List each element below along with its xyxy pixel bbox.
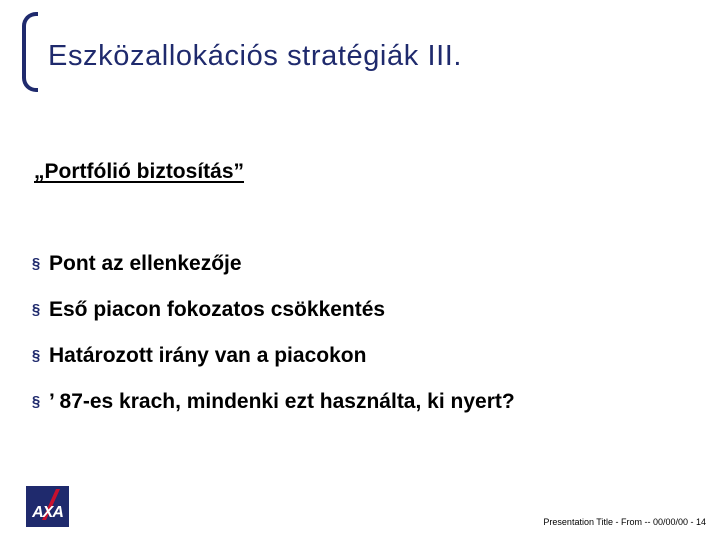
title-bracket-icon: [22, 12, 38, 92]
bullet-text: Eső piacon fokozatos csökkentés: [49, 298, 386, 321]
slide-subtitle: „Portfólió biztosítás”: [34, 160, 244, 183]
bullet-marker-icon: §: [31, 255, 41, 272]
bullet-marker-icon: §: [31, 393, 41, 410]
bullet-marker-icon: §: [31, 347, 41, 364]
bullet-marker-icon: §: [31, 301, 41, 318]
bullet-text: Határozott irány van a piacokon: [49, 344, 367, 367]
slide-title: Eszközallokációs stratégiák III.: [48, 40, 463, 72]
axa-logo-icon: [26, 486, 69, 527]
bullet-text: ’ 87-es krach, mindenki ezt használta, ki nyert?: [49, 390, 515, 413]
slide-footer: Presentation Title - From -- 00/00/00 - 14: [543, 517, 706, 527]
bullet-text: Pont az ellenkezője: [49, 252, 242, 275]
logo-text: AXA: [32, 504, 63, 521]
